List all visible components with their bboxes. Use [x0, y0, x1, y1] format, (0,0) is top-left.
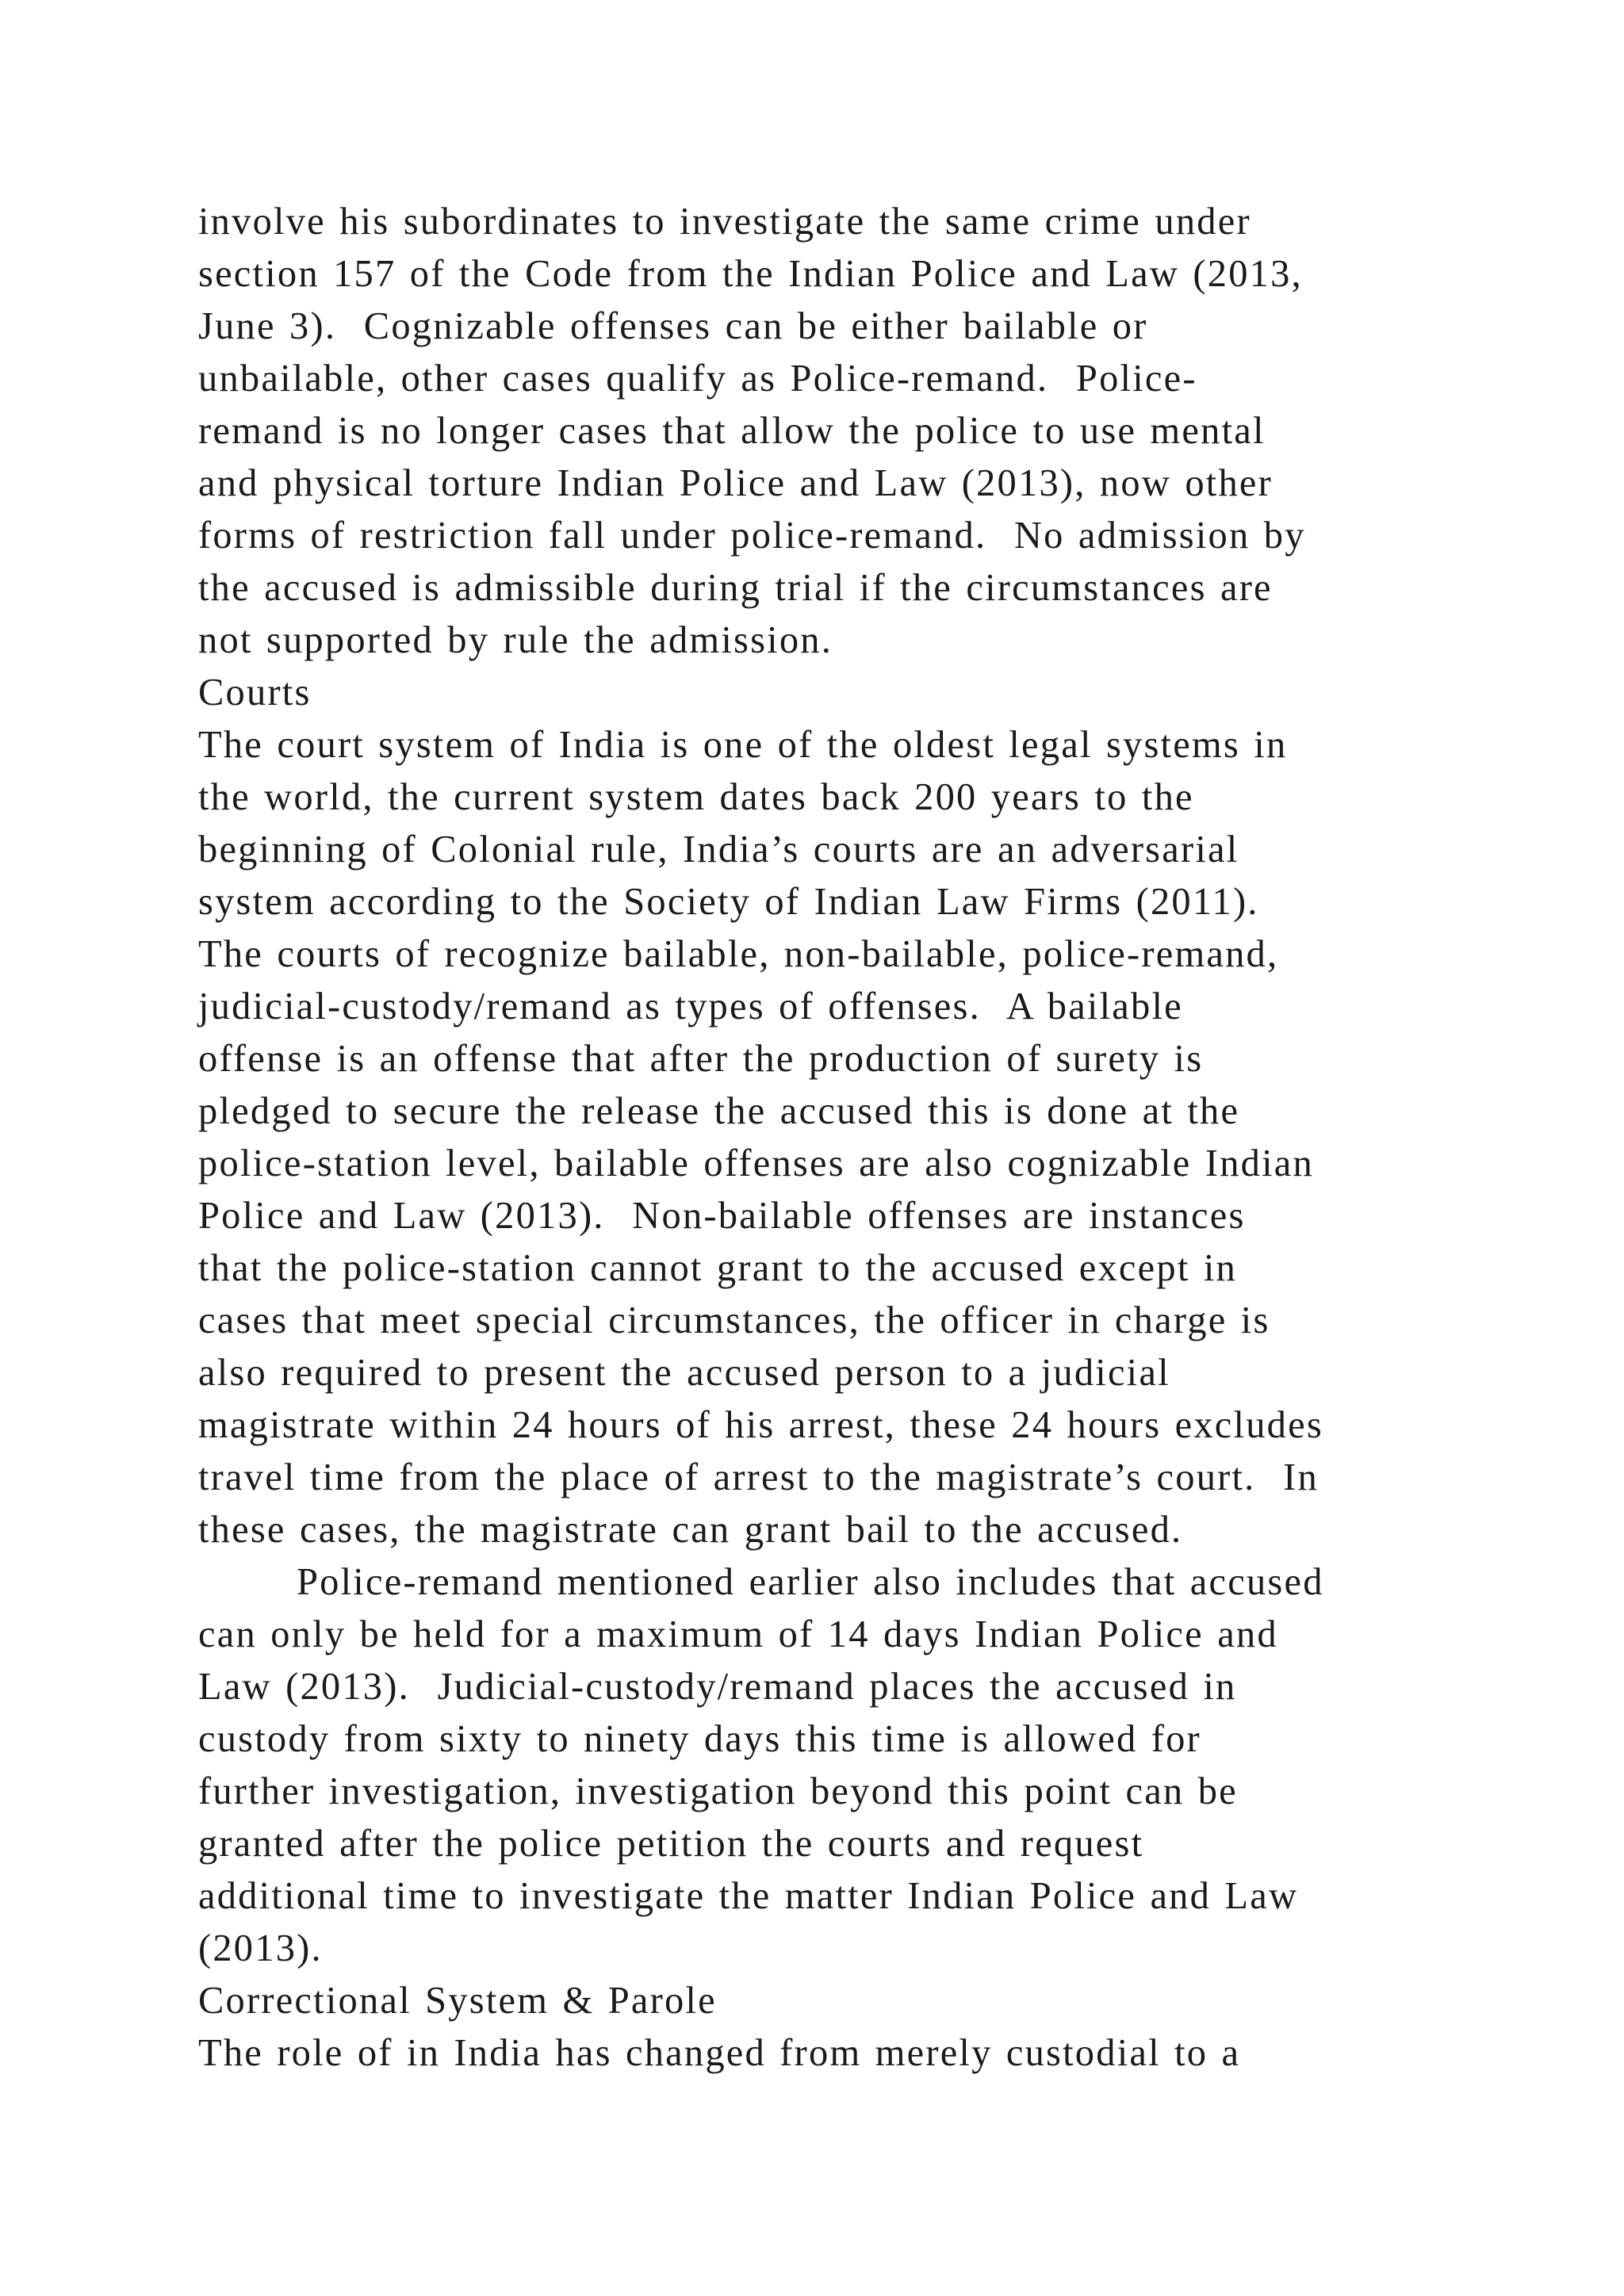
text-line: (2013). [198, 1927, 323, 1969]
text-line: not supported by rule the admission. [198, 619, 833, 661]
paragraph-3 [198, 1556, 1435, 1975]
section-heading-courts: Courts [198, 672, 312, 714]
text-line: the world, the current system dates back 200 years to the [198, 776, 1194, 818]
paragraph-2 [198, 719, 1435, 1556]
text-line: involve his subordinates to investigate the same crime under [198, 201, 1251, 243]
text-line: judicial-custody/remand as types of offenses. A bailable [198, 985, 1183, 1027]
text-line: further investigation, investigation beyond this point can be [198, 1770, 1238, 1812]
text-line: these cases, the magistrate can grant bail to the accused. [198, 1509, 1183, 1551]
text-line: beginning of Colonial rule, India’s courts are an adversarial [198, 828, 1239, 871]
paragraph-4 [198, 2027, 1435, 2080]
section-heading-correctional: Correctional System & Parole [198, 1980, 717, 2022]
text-line: The role of in India has changed from merely custodial to a [198, 2032, 1241, 2074]
text-line: the accused is admissible during trial if the circumstances are [198, 567, 1273, 609]
text-line: section 157 of the Code from the Indian Police and Law (2013, [198, 253, 1303, 295]
text-line: unbailable, other cases qualify as Police-remand. Police- [198, 358, 1197, 400]
text-line: Law (2013). Judicial-custody/remand places the accused in [198, 1666, 1237, 1708]
text-line: travel time from the place of arrest to the magistrate’s court. In [198, 1456, 1319, 1498]
text-line: and physical torture Indian Police and Law (2013), now other [198, 462, 1273, 504]
paragraph-1 [198, 196, 1435, 667]
text-line: Police-remand mentioned earlier also includes that accused [297, 1561, 1324, 1603]
text-line: custody from sixty to ninety days this time is allowed for [198, 1718, 1201, 1760]
text-line: granted after the police petition the courts and request [198, 1823, 1144, 1865]
text-line: magistrate within 24 hours of his arrest, these 24 hours excludes [198, 1404, 1323, 1446]
text-line: forms of restriction fall under police-remand. No admission by [198, 515, 1306, 557]
text-line: that the police-station cannot grant to the accused except in [198, 1247, 1237, 1289]
text-line: Police and Law (2013). Non-bailable offenses are instances [198, 1195, 1246, 1237]
text-line: cases that meet special circumstances, the officer in charge is [198, 1299, 1270, 1341]
text-line: additional time to investigate the matter Indian Police and Law [198, 1875, 1299, 1917]
text-line: The courts of recognize bailable, non-bailable, police-remand, [198, 933, 1279, 975]
document-body [198, 196, 1435, 2080]
text-line: system according to the Society of Indian Law Firms (2011). [198, 881, 1259, 923]
text-line: can only be held for a maximum of 14 days Indian Police and [198, 1613, 1278, 1655]
text-line: remand is no longer cases that allow the police to use mental [198, 410, 1266, 452]
text-line: pledged to secure the release the accused this is done at the [198, 1090, 1240, 1132]
text-line: police-station level, bailable offenses are also cognizable Indian [198, 1142, 1314, 1184]
text-line: offense is an offense that after the production of surety is [198, 1038, 1204, 1080]
text-line: The court system of India is one of the oldest legal systems in [198, 724, 1288, 766]
text-line: June 3). Cognizable offenses can be either bailable or [198, 305, 1148, 347]
text-line: also required to present the accused person to a judicial [198, 1352, 1170, 1394]
